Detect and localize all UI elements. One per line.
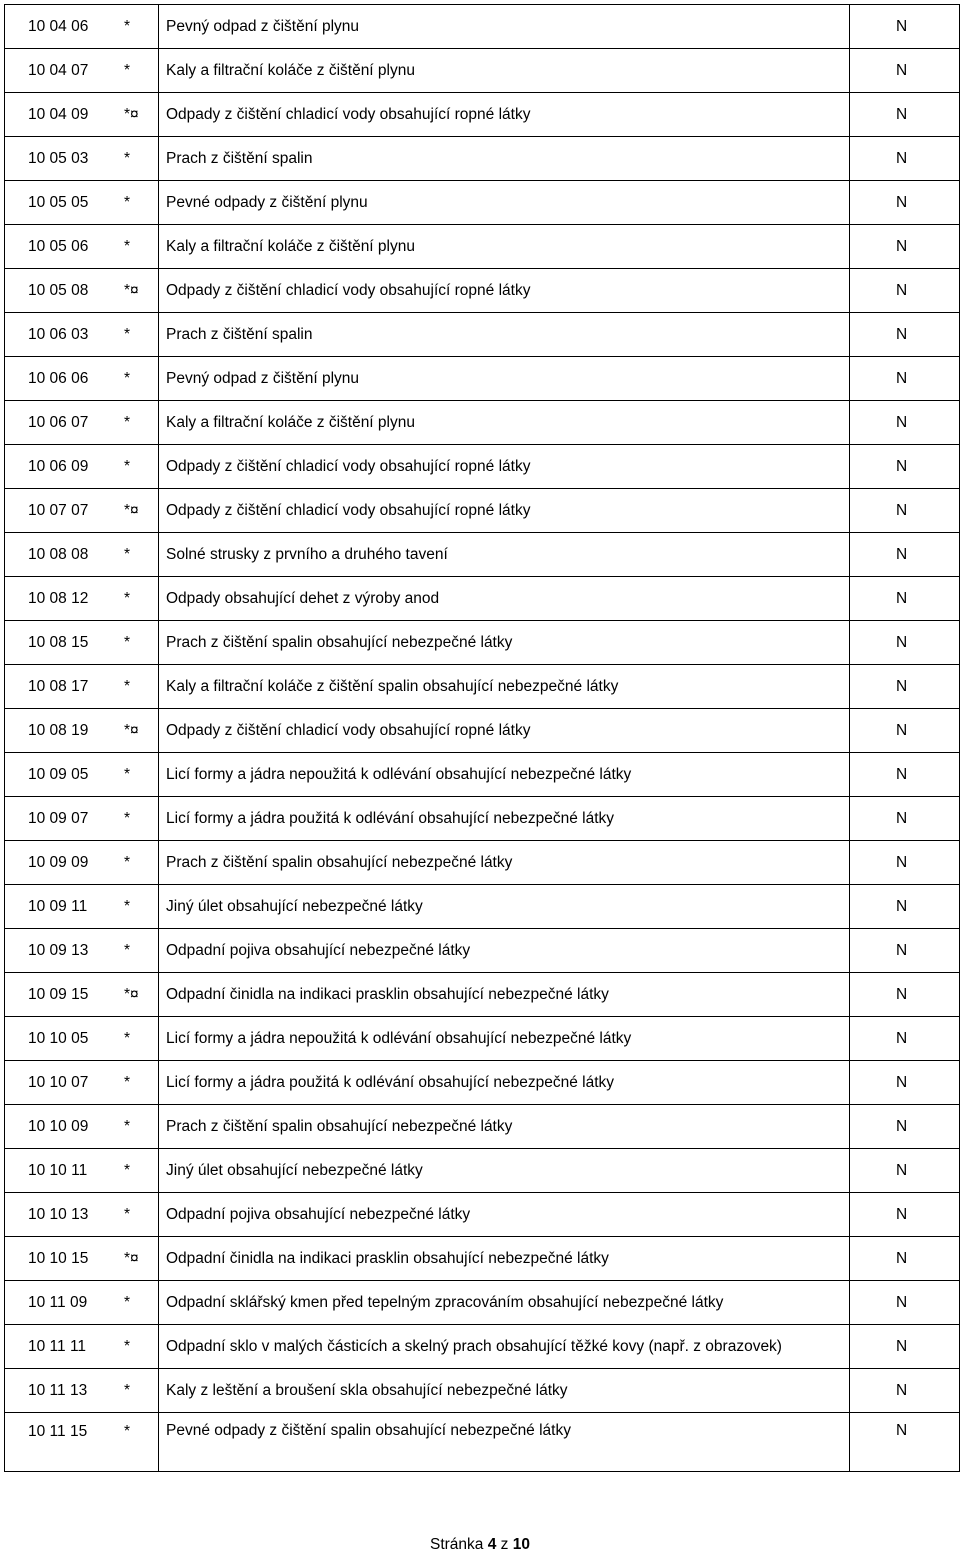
- waste-code: 10 09 13: [28, 941, 89, 959]
- description-cell: [159, 753, 850, 797]
- table-row: [5, 5, 960, 49]
- waste-category: N: [896, 1161, 908, 1179]
- waste-code: 10 04 09: [28, 105, 89, 123]
- waste-category: N: [896, 149, 908, 167]
- table-row: [5, 929, 960, 973]
- description-cell: [159, 533, 850, 577]
- code-cell: [5, 225, 159, 269]
- table-row: [5, 181, 960, 225]
- category-cell: [850, 533, 960, 577]
- category-cell: [850, 181, 960, 225]
- hazard-flag: *: [124, 1073, 131, 1091]
- table-row: [5, 665, 960, 709]
- waste-description: Pevný odpad z čištění plynu: [166, 369, 360, 387]
- code-cell: [5, 1105, 159, 1149]
- waste-category: N: [896, 17, 908, 35]
- description-cell: [159, 1061, 850, 1105]
- category-cell: [850, 929, 960, 973]
- hazard-flag: *¤: [124, 105, 139, 123]
- waste-description: Kaly a filtrační koláče z čištění spalin obsahující nebezpečné látky: [166, 677, 619, 695]
- waste-description: Odpady obsahující dehet z výroby anod: [166, 589, 440, 607]
- table-row: [5, 445, 960, 489]
- description-cell: [159, 709, 850, 753]
- category-cell: [850, 401, 960, 445]
- page-footer: [0, 1536, 960, 1554]
- table-row: [5, 533, 960, 577]
- description-cell: [159, 1149, 850, 1193]
- code-cell: [5, 885, 159, 929]
- description-cell: [159, 445, 850, 489]
- waste-description: Odpadní pojiva obsahující nebezpečné látky: [166, 941, 471, 959]
- code-cell: [5, 621, 159, 665]
- hazard-flag: *: [124, 941, 131, 959]
- waste-category: N: [896, 413, 908, 431]
- footer-prefix: Stránka: [430, 1536, 488, 1553]
- hazard-flag: *: [124, 1117, 131, 1135]
- table-row: [5, 93, 960, 137]
- code-cell: [5, 1413, 159, 1472]
- description-cell: [159, 1105, 850, 1149]
- waste-category: N: [896, 1117, 908, 1135]
- waste-category: N: [896, 281, 908, 299]
- waste-code: 10 09 09: [28, 853, 89, 871]
- waste-category: N: [896, 193, 908, 211]
- description-cell: [159, 93, 850, 137]
- description-cell: [159, 929, 850, 973]
- waste-description: Kaly a filtrační koláče z čištění plynu: [166, 413, 415, 431]
- waste-category: N: [896, 633, 908, 651]
- waste-description: Kaly a filtrační koláče z čištění plynu: [166, 61, 415, 79]
- waste-description: Odpady z čištění chladicí vody obsahující ropné látky: [166, 105, 531, 123]
- hazard-flag: *: [124, 545, 131, 563]
- waste-category: N: [896, 545, 908, 563]
- hazard-flag: *: [124, 897, 131, 915]
- waste-description: Odpady z čištění chladicí vody obsahující ropné látky: [166, 721, 531, 739]
- description-cell: [159, 49, 850, 93]
- waste-code: 10 08 08: [28, 545, 89, 563]
- waste-description: Prach z čištění spalin obsahující nebezpečné látky: [166, 1117, 513, 1135]
- hazard-flag: *¤: [124, 501, 139, 519]
- hazard-flag: *: [124, 765, 131, 783]
- waste-category: N: [896, 501, 908, 519]
- code-cell: [5, 709, 159, 753]
- table-row: [5, 621, 960, 665]
- waste-category: N: [896, 985, 908, 1003]
- description-cell: [159, 357, 850, 401]
- waste-category: N: [896, 1381, 908, 1399]
- hazard-flag: *: [124, 457, 131, 475]
- category-cell: [850, 709, 960, 753]
- description-cell: [159, 313, 850, 357]
- table-row: [5, 1325, 960, 1369]
- waste-description: Odpadní sklo v malých částicích a skelný prach obsahující těžké kovy (např. z obrazovek): [166, 1337, 782, 1355]
- category-cell: [850, 1105, 960, 1149]
- hazard-flag: *: [124, 149, 131, 167]
- category-cell: [850, 225, 960, 269]
- code-cell: [5, 313, 159, 357]
- category-cell: [850, 621, 960, 665]
- description-cell: [159, 1193, 850, 1237]
- category-cell: [850, 841, 960, 885]
- code-cell: [5, 1193, 159, 1237]
- category-cell: [850, 1149, 960, 1193]
- footer-page-number: 4: [487, 1536, 497, 1553]
- waste-code: 10 09 05: [28, 765, 89, 783]
- table-row: [5, 841, 960, 885]
- category-cell: [850, 1325, 960, 1369]
- waste-category: N: [896, 1029, 908, 1047]
- waste-category: N: [896, 897, 908, 915]
- table-row: [5, 1061, 960, 1105]
- code-cell: [5, 445, 159, 489]
- table-row: [5, 1105, 960, 1149]
- waste-code: 10 10 09: [28, 1117, 89, 1135]
- waste-code: 10 04 07: [28, 61, 89, 79]
- waste-code: 10 10 07: [28, 1073, 89, 1091]
- description-cell: [159, 401, 850, 445]
- waste-description: Odpady z čištění chladicí vody obsahující ropné látky: [166, 501, 531, 519]
- code-cell: [5, 1061, 159, 1105]
- table-row: [5, 1369, 960, 1413]
- description-cell: [159, 1325, 850, 1369]
- code-cell: [5, 665, 159, 709]
- waste-code: 10 11 15: [28, 1423, 88, 1440]
- table-row: [5, 1017, 960, 1061]
- hazard-flag: *: [124, 853, 131, 871]
- waste-code: 10 08 19: [28, 721, 89, 739]
- description-cell: [159, 1369, 850, 1413]
- waste-description: Odpadní činidla na indikaci prasklin obsahující nebezpečné látky: [166, 985, 609, 1003]
- category-cell: [850, 137, 960, 181]
- code-cell: [5, 5, 159, 49]
- code-cell: [5, 489, 159, 533]
- waste-code: 10 10 13: [28, 1205, 89, 1223]
- code-cell: [5, 533, 159, 577]
- table-row: [5, 797, 960, 841]
- table-row: [5, 489, 960, 533]
- hazard-flag: *: [124, 1293, 131, 1311]
- waste-code: 10 08 12: [28, 589, 89, 607]
- waste-code: 10 06 09: [28, 457, 89, 475]
- hazard-flag: *¤: [124, 985, 139, 1003]
- code-cell: [5, 1237, 159, 1281]
- description-cell: [159, 225, 850, 269]
- hazard-flag: *: [124, 61, 131, 79]
- waste-description: Prach z čištění spalin obsahující nebezpečné látky: [166, 853, 513, 871]
- code-cell: [5, 841, 159, 885]
- description-cell: [159, 577, 850, 621]
- description-cell: [159, 5, 850, 49]
- waste-category: N: [896, 1205, 908, 1223]
- description-cell: [159, 1413, 850, 1472]
- waste-category: N: [896, 1293, 908, 1311]
- waste-description: Licí formy a jádra nepoužitá k odlévání obsahující nebezpečné látky: [166, 1029, 632, 1047]
- hazard-flag: *: [124, 589, 131, 607]
- table-row: [5, 137, 960, 181]
- description-cell: [159, 621, 850, 665]
- description-cell: [159, 269, 850, 313]
- table-row: [5, 313, 960, 357]
- waste-category: N: [896, 589, 908, 607]
- category-cell: [850, 1061, 960, 1105]
- waste-category: N: [896, 941, 908, 959]
- table-row: [5, 973, 960, 1017]
- category-cell: [850, 49, 960, 93]
- category-cell: [850, 1281, 960, 1325]
- waste-code: 10 05 06: [28, 237, 89, 255]
- code-cell: [5, 577, 159, 621]
- category-cell: [850, 489, 960, 533]
- waste-description: Odpady z čištění chladicí vody obsahující ropné látky: [166, 281, 531, 299]
- hazard-flag: *: [124, 369, 131, 387]
- category-cell: [850, 93, 960, 137]
- waste-category: N: [896, 105, 908, 123]
- description-cell: [159, 137, 850, 181]
- waste-description: Pevné odpady z čištění plynu: [166, 193, 368, 211]
- code-cell: [5, 1369, 159, 1413]
- waste-description: Solné strusky z prvního a druhého tavení: [166, 545, 448, 563]
- footer-separator: z: [496, 1536, 513, 1553]
- waste-category: N: [896, 325, 908, 343]
- code-cell: [5, 753, 159, 797]
- waste-code: 10 11 13: [28, 1381, 88, 1399]
- category-cell: [850, 1017, 960, 1061]
- hazard-flag: *: [124, 413, 131, 431]
- table-row: [5, 225, 960, 269]
- hazard-flag: *: [124, 1337, 131, 1355]
- table-row: [5, 1281, 960, 1325]
- waste-category: N: [896, 457, 908, 475]
- waste-category: N: [896, 765, 908, 783]
- hazard-flag: *: [124, 193, 131, 211]
- description-cell: [159, 841, 850, 885]
- table-row: [5, 885, 960, 929]
- waste-category: N: [896, 677, 908, 695]
- code-cell: [5, 1017, 159, 1061]
- waste-category: N: [896, 1073, 908, 1091]
- code-cell: [5, 797, 159, 841]
- code-cell: [5, 357, 159, 401]
- hazard-flag: *¤: [124, 1249, 139, 1267]
- table-row: [5, 401, 960, 445]
- waste-description: Kaly a filtrační koláče z čištění plynu: [166, 237, 415, 255]
- waste-category: N: [896, 61, 908, 79]
- category-cell: [850, 1193, 960, 1237]
- table-row: [5, 269, 960, 313]
- table-row: [5, 1413, 960, 1472]
- waste-description: Kaly z leštění a broušení skla obsahující nebezpečné látky: [166, 1381, 568, 1399]
- waste-category: N: [896, 853, 908, 871]
- description-cell: [159, 1281, 850, 1325]
- waste-description: Licí formy a jádra nepoužitá k odlévání obsahující nebezpečné látky: [166, 765, 632, 783]
- waste-description: Jiný úlet obsahující nebezpečné látky: [166, 1161, 423, 1179]
- waste-code: 10 08 15: [28, 633, 89, 651]
- waste-description: Jiný úlet obsahující nebezpečné látky: [166, 897, 423, 915]
- hazard-flag: *: [124, 1423, 131, 1440]
- hazard-flag: *: [124, 1029, 131, 1047]
- waste-description: Odpadní pojiva obsahující nebezpečné látky: [166, 1205, 471, 1223]
- code-cell: [5, 1149, 159, 1193]
- category-cell: [850, 797, 960, 841]
- hazard-flag: *: [124, 809, 131, 827]
- waste-code: 10 09 11: [28, 897, 88, 915]
- hazard-flag: *: [124, 677, 131, 695]
- code-cell: [5, 929, 159, 973]
- waste-category: N: [896, 1337, 908, 1355]
- code-cell: [5, 269, 159, 313]
- category-cell: [850, 269, 960, 313]
- waste-description: Odpadní činidla na indikaci prasklin obsahující nebezpečné látky: [166, 1249, 609, 1267]
- table-row: [5, 357, 960, 401]
- waste-category: N: [896, 1422, 908, 1439]
- waste-code: 10 11 09: [28, 1293, 88, 1311]
- waste-description: Prach z čištění spalin obsahující nebezpečné látky: [166, 633, 513, 651]
- description-cell: [159, 885, 850, 929]
- hazard-flag: *: [124, 1161, 131, 1179]
- hazard-flag: *: [124, 1205, 131, 1223]
- waste-code: 10 09 07: [28, 809, 89, 827]
- category-cell: [850, 753, 960, 797]
- description-cell: [159, 665, 850, 709]
- waste-description: Pevné odpady z čištění spalin obsahující nebezpečné látky: [166, 1422, 571, 1439]
- waste-description: Pevný odpad z čištění plynu: [166, 17, 360, 35]
- table-body: [5, 5, 960, 1472]
- description-cell: [159, 797, 850, 841]
- category-cell: [850, 357, 960, 401]
- waste-code: 10 11 11: [28, 1337, 87, 1355]
- waste-code: 10 08 17: [28, 677, 89, 695]
- waste-code: 10 10 15: [28, 1249, 89, 1267]
- code-cell: [5, 93, 159, 137]
- category-cell: [850, 1237, 960, 1281]
- waste-category: N: [896, 809, 908, 827]
- description-cell: [159, 1237, 850, 1281]
- waste-code: 10 06 07: [28, 413, 89, 431]
- description-cell: [159, 1017, 850, 1061]
- code-cell: [5, 49, 159, 93]
- table-row: [5, 1237, 960, 1281]
- code-cell: [5, 973, 159, 1017]
- description-cell: [159, 973, 850, 1017]
- category-cell: [850, 665, 960, 709]
- hazard-flag: *: [124, 17, 131, 35]
- waste-description: Prach z čištění spalin: [166, 149, 313, 167]
- waste-category: N: [896, 369, 908, 387]
- code-cell: [5, 181, 159, 225]
- table-row: [5, 709, 960, 753]
- waste-code: 10 04 06: [28, 17, 89, 35]
- hazard-flag: *: [124, 325, 131, 343]
- waste-code: 10 10 05: [28, 1029, 89, 1047]
- waste-description: Odpadní sklářský kmen před tepelným zpracováním obsahující nebezpečné látky: [166, 1293, 724, 1311]
- category-cell: [850, 1369, 960, 1413]
- waste-description: Odpady z čištění chladicí vody obsahující ropné látky: [166, 457, 531, 475]
- waste-code: 10 05 05: [28, 193, 89, 211]
- hazard-flag: *: [124, 633, 131, 651]
- hazard-flag: *¤: [124, 721, 139, 739]
- table-row: [5, 1149, 960, 1193]
- table-row: [5, 753, 960, 797]
- table-row: [5, 1193, 960, 1237]
- table-row: [5, 577, 960, 621]
- code-cell: [5, 1325, 159, 1369]
- category-cell: [850, 1413, 960, 1472]
- waste-code: 10 06 03: [28, 325, 89, 343]
- waste-description: Prach z čištění spalin: [166, 325, 313, 343]
- waste-category: N: [896, 237, 908, 255]
- code-cell: [5, 137, 159, 181]
- footer-page-total: 10: [512, 1536, 530, 1553]
- waste-code: 10 07 07: [28, 501, 89, 519]
- waste-description: Licí formy a jádra použitá k odlévání obsahující nebezpečné látky: [166, 809, 615, 827]
- waste-category: N: [896, 721, 908, 739]
- category-cell: [850, 577, 960, 621]
- waste-code: 10 05 03: [28, 149, 89, 167]
- code-cell: [5, 401, 159, 445]
- waste-description: Licí formy a jádra použitá k odlévání obsahující nebezpečné látky: [166, 1073, 615, 1091]
- waste-code: 10 06 06: [28, 369, 89, 387]
- category-cell: [850, 445, 960, 489]
- hazard-flag: *: [124, 1381, 131, 1399]
- category-cell: [850, 885, 960, 929]
- code-cell: [5, 1281, 159, 1325]
- waste-catalogue-table: [4, 4, 960, 1472]
- waste-code: 10 10 11: [28, 1161, 88, 1179]
- category-cell: [850, 5, 960, 49]
- waste-category: N: [896, 1249, 908, 1267]
- hazard-flag: *¤: [124, 281, 139, 299]
- waste-code: 10 09 15: [28, 985, 89, 1003]
- table-row: [5, 49, 960, 93]
- description-cell: [159, 181, 850, 225]
- description-cell: [159, 489, 850, 533]
- category-cell: [850, 973, 960, 1017]
- waste-code: 10 05 08: [28, 281, 89, 299]
- category-cell: [850, 313, 960, 357]
- hazard-flag: *: [124, 237, 131, 255]
